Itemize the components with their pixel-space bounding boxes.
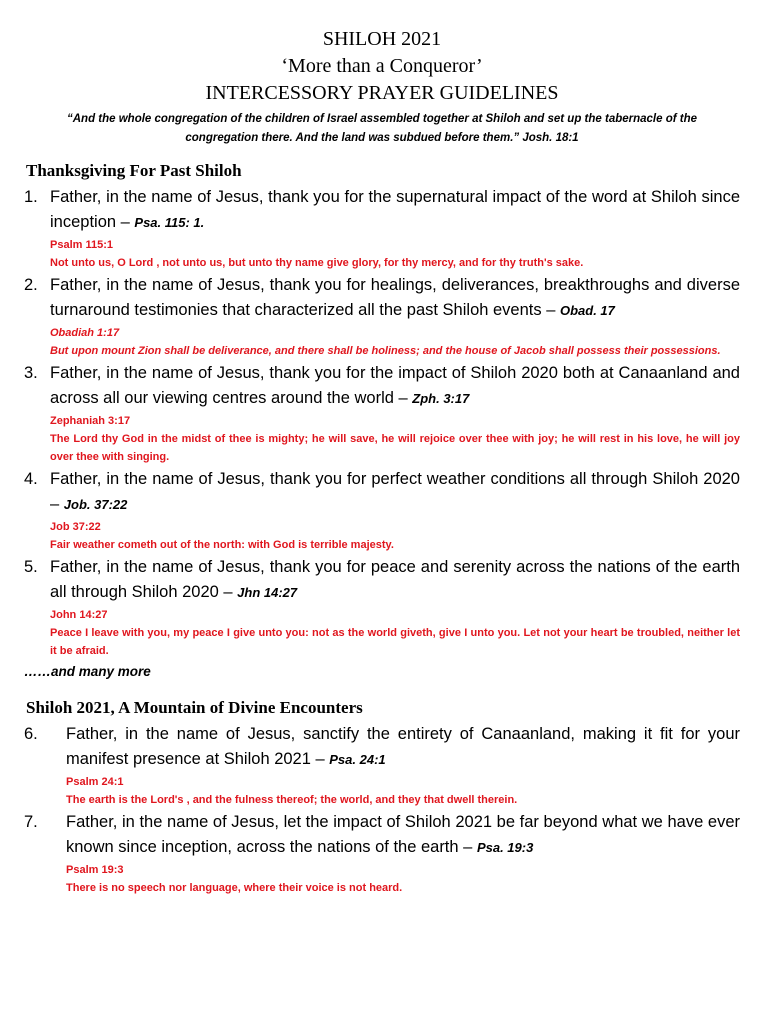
prayer-item <box>24 273 740 361</box>
verse-reference: Obadiah 1:17 <box>50 327 120 339</box>
verse-reference: John 14:27 <box>50 609 108 621</box>
verse-text: But upon mount Zion shall be deliverance, and there shall be holiness; and the house of Jacob shall possess their possessions. <box>50 345 721 357</box>
verse-text: Peace I leave with you, my peace I give unto you: not as the world giveth, give I unto you. Let not your heart be troubled, neither let it be afraid. <box>50 627 740 657</box>
and-many-more-note: ……and many more <box>24 664 151 679</box>
prayer-number: 5. <box>24 558 38 576</box>
verse-text: The earth is the Lord's , and the fulness thereof; the world, and they that dwell therein. <box>66 794 518 806</box>
verse-text: The Lord thy God in the midst of thee is mighty; he will save, he will rejoice over thee with joy; he will rest in his love, he will joy over thee with singing. <box>50 433 740 463</box>
thanksgiving-prayer-list <box>24 185 740 661</box>
prayer-text: Father, in the name of Jesus, thank you for the supernatural impact of the word at Shiloh since inception – <box>50 188 740 231</box>
scripture-reference: Psa. 19:3 <box>476 840 534 855</box>
verse-text: There is no speech nor language, where their voice is not heard. <box>66 882 403 894</box>
verse-reference: Zephaniah 3:17 <box>50 415 131 427</box>
document-title: INTERCESSORY PRAYER GUIDELINES <box>205 82 559 104</box>
prayer-text: Father, in the name of Jesus, sanctify the entirety of Canaanland, making it fit for your manifest presence at Shiloh 2021 – <box>66 725 740 768</box>
divine-encounters-prayer-list <box>24 722 740 898</box>
section-heading-thanksgiving: Thanksgiving For Past Shiloh <box>26 161 242 180</box>
verse-text: Not unto us, O Lord , not unto us, but unto thy name give glory, for thy mercy, and for thy truth's sake. <box>50 257 584 269</box>
prayer-text-block <box>50 185 740 235</box>
prayer-item <box>24 722 740 810</box>
prayer-number: 1. <box>24 188 38 206</box>
prayer-text-block <box>50 467 740 517</box>
prayer-number: 4. <box>24 470 38 488</box>
event-theme: ‘More than a Conqueror’ <box>281 55 483 77</box>
scripture-reference: Obad. 17 <box>559 303 615 318</box>
verse-reference: Psalm 19:3 <box>66 864 124 876</box>
prayer-number: 2. <box>24 276 38 294</box>
prayer-text-block <box>50 361 740 411</box>
prayer-text: Father, in the name of Jesus, thank you for the impact of Shiloh 2020 both at Canaanland and across all our viewing centres around the world – <box>50 364 740 407</box>
verse-reference: Psalm 115:1 <box>50 239 113 251</box>
section-heading-divine-encounters: Shiloh 2021, A Mountain of Divine Encounters <box>26 698 363 717</box>
prayer-text: Father, in the name of Jesus, let the impact of Shiloh 2021 be far beyond what we have ever known since inception, across the nations of the earth – <box>66 813 740 856</box>
opening-scripture-quote: “And the whole congregation of the children of Israel assembled together at Shiloh and set up the tabernacle of the congregation there. And the land was subdued before them.” Josh. 18:1 <box>66 113 698 144</box>
verse-text: Fair weather cometh out of the north: with God is terrible majesty. <box>50 539 394 551</box>
scripture-reference: Jhn 14:27 <box>237 585 298 600</box>
prayer-item <box>24 555 740 661</box>
prayer-text-block <box>66 810 740 860</box>
verse-reference: Psalm 24:1 <box>66 776 124 788</box>
prayer-number: 6. <box>24 725 38 743</box>
event-title: SHILOH 2021 <box>322 28 442 50</box>
prayer-item <box>24 810 740 898</box>
scripture-reference: Job. 37:22 <box>63 497 128 512</box>
prayer-item <box>24 467 740 555</box>
scripture-reference: Psa. 24:1 <box>329 752 386 767</box>
prayer-number: 3. <box>24 364 38 382</box>
scripture-reference: Psa. 115: 1. <box>134 215 205 230</box>
verse-reference: Job 37:22 <box>50 521 101 533</box>
prayer-item <box>24 361 740 467</box>
prayer-text-block <box>50 555 740 605</box>
prayer-text: Father, in the name of Jesus, thank you for healings, deliverances, breakthroughs and diverse turnaround testimonies that characterized all the past Shiloh events – <box>50 276 740 319</box>
prayer-number: 7. <box>24 813 38 831</box>
prayer-text-block <box>66 722 740 772</box>
prayer-text-block <box>50 273 740 323</box>
prayer-item <box>24 185 740 273</box>
prayer-text: Father, in the name of Jesus, thank you for perfect weather conditions all through Shiloh 2020 – <box>50 470 740 513</box>
scripture-reference: Zph. 3:17 <box>412 391 470 406</box>
prayer-text: Father, in the name of Jesus, thank you for peace and serenity across the nations of the earth all through Shiloh 2020 – <box>50 558 740 601</box>
